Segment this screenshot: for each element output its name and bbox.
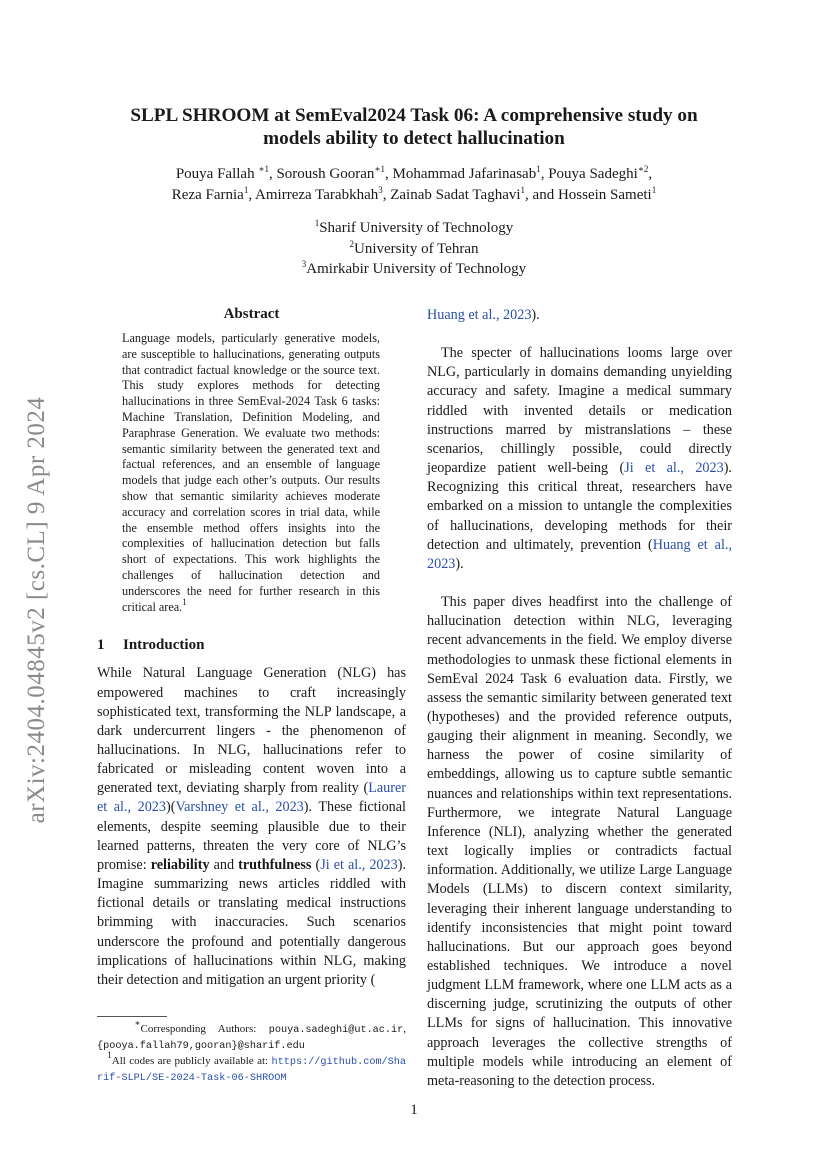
bold-term: reliability [150, 856, 210, 873]
affiliation-list [100, 218, 728, 280]
github-link[interactable]: https://github.com/Sharif-SLPL/SE-2024-Task-06-SHROOM [97, 1057, 407, 1084]
author: Mohammad Jafarinasab$^1$ [392, 164, 541, 182]
email-address[interactable]: pouya.sadeghi@ut.ac.ir [268, 1025, 404, 1036]
email-address[interactable]: {pooya.fallah79,gooran}@sharif.edu [97, 1041, 305, 1052]
footnote-corresponding-authors: ∗Corresponding Authors: pouya.sadeghi@ut.ac.ir, {pooya.fallah79,gooran}@sharif.edu [97, 1018, 406, 1052]
citation-link[interactable]: Huang et al., 2023 [427, 536, 732, 572]
bold-term: truthfulness [238, 856, 312, 873]
affiliation: $^1$Sharif University of Technology [314, 218, 514, 236]
citation-link[interactable]: Ji et al., 2023 [624, 460, 724, 477]
author: Amirreza Tarabkhah$^3$ [255, 184, 383, 203]
author: Pouya Sadeghi$^{∗2}$ [548, 164, 649, 182]
author: Zainab Sadat Taghavi$^1$ [390, 184, 526, 203]
left-column [97, 306, 406, 990]
author-list: Pouya Fallah $^{∗1}$, Soroush Gooran$^{∗1}$, Mohammad Jafarinasab$^1$, Pouya Sadeghi$^{∗2}$, Reza Farnia$^1$, Amirreza Tarabkhah$^3$, Zainab Sadat Taghavi$^1$, and Hossein Sameti$^1$ [171, 164, 657, 203]
intro-paragraph-3: This paper dives headfirst into the challenge of hallucination detection within NLG, leveraging recent advancements in the field. We employ diverse methodologies to unmask these fictional elements in SemEval 2024 Task 6 evaluation data. Firstly, we assess the semantic similarity between generated text (hypotheses) and the provided reference outputs, gauging their alignment in meaning. Secondly, we harness the power of cosine similarity of embeddings, allowing us to capture subtle semantic nuances and relationships within text representations. Furthermore, we integrate Natural Language Inference (NLI), analyzing whether the generated text logically implies or contradicts factual information. Additionally, we utilize Large Language Models (LLMs) to discern context similarity, leveraging their inherent language understanding to identify inconsistencies that might point toward hallucinations. But our approach goes beyond established techniques. We introduce a novel judgment LLM framework, where one LLM acts as a discerning judge, scrutinizing the outputs of other LLMs for signs of hallucination. This innovative approach leverages the collective strengths of multiple models while introducing an element of meta-reasoning to the detection process. [427, 594, 732, 1089]
author: and Hossein Sameti$^1$ [532, 184, 657, 203]
footnotes [97, 1016, 406, 1086]
intro-paragraph-1-continued: Huang et al., 2023). [427, 307, 540, 323]
page-number: 1 [410, 1102, 418, 1118]
intro-paragraph-2: The specter of hallucinations looms large over NLG, particularly in domains demanding unyielding accuracy and safety. Imagine a medical summary riddled with invented details or medication instructions marred by mistranslations – these scenarios, chillingly possible, could directly jeopardize patient well-being (Ji et al., 2023). Recognizing this critical threat, researchers have embarked on a mission to untangle the complexities of hallucinations, developing methods for their detection and ultimately, prevention (Huang et al., 2023). [427, 345, 732, 572]
citation-link[interactable]: Laurer et al., 2023 [97, 780, 406, 816]
paper-title: SLPL SHROOM at SemEval2024 Task 06: A comprehensive study on models ability to detect hallucination [130, 105, 698, 149]
affiliation: $^2$University of Tehran [349, 238, 479, 257]
abstract-heading: Abstract [223, 306, 280, 322]
section-title: Introduction [123, 637, 205, 654]
section-heading [97, 637, 406, 654]
citation-link[interactable]: Huang et al., 2023 [427, 307, 532, 323]
abstract-text: Language models, particularly generative models, are susceptible to hallucinations, generating outputs that contradict factual knowledge or the source text. This study explores methods for detecting hallucinations in three SemEval-2024 Task 6 tasks: Machine Translation, Definition Modeling, and Paraphrase Generation. We evaluate two methods: semantic similarity between the generated text and factual references, and an ensemble of language models that judge each other’s outputs. Our results show that semantic similarity achieves moderate accuracy and correlation scores in trial data, while the ensemble method offers insights into the complexities of hallucination detection but falls short of expectations. This work highlights the challenges of hallucination detection and underscores the need for further research in this critical area.$^1$ [122, 331, 380, 614]
footnote-divider [97, 1016, 167, 1017]
affiliation: $^3$Amirkabir University of Technology [301, 259, 527, 277]
author: Soroush Gooran$^{∗1}$ [276, 164, 385, 182]
footnote-code-availability: $^1$All codes are publicly available at: https://github.com/Sharif-SLPL/SE-2024-Task-06-SHROOM [97, 1050, 407, 1084]
right-column [427, 306, 732, 1091]
author: Reza Farnia$^1$ [171, 184, 249, 203]
arxiv-stamp-text: arXiv:2404.04845v2 [cs.CL] 9 Apr 2024 [23, 396, 50, 824]
citation-link[interactable]: Ji et al., 2023 [320, 856, 398, 873]
footnote-ref[interactable]: 1 [182, 596, 187, 607]
arxiv-stamp [22, 370, 52, 850]
author: Pouya Fallah $^{∗1}$ [175, 164, 269, 182]
section-number: 1 [97, 637, 105, 654]
intro-paragraph-1: While Natural Language Generation (NLG) has empowered machines to craft increasingly sophisticated text, transforming the NLP landscape, a dark undercurrent lingers - the phenomenon of hallucinations. In NLG, hallucinations refer to fabricated or misleading content woven into a generated text, deviating sharply from reality (Laurer et al., 2023)(Varshney et al., 2023). These fictional elements, despite seeming plausible due to their learned patterns, threaten the very core of NLG’s promise: reliability and truthfulness (Ji et al., 2023). Imagine summarizing news articles riddled with fictional details or translating medical instructions brimming with inaccuracies. Such scenarios underscore the profound and potentially dangerous implications of hallucinations within NLG, making their detection and mitigation an urgent priority ( [97, 665, 406, 988]
citation-link[interactable]: Varshney et al., 2023 [175, 799, 304, 816]
